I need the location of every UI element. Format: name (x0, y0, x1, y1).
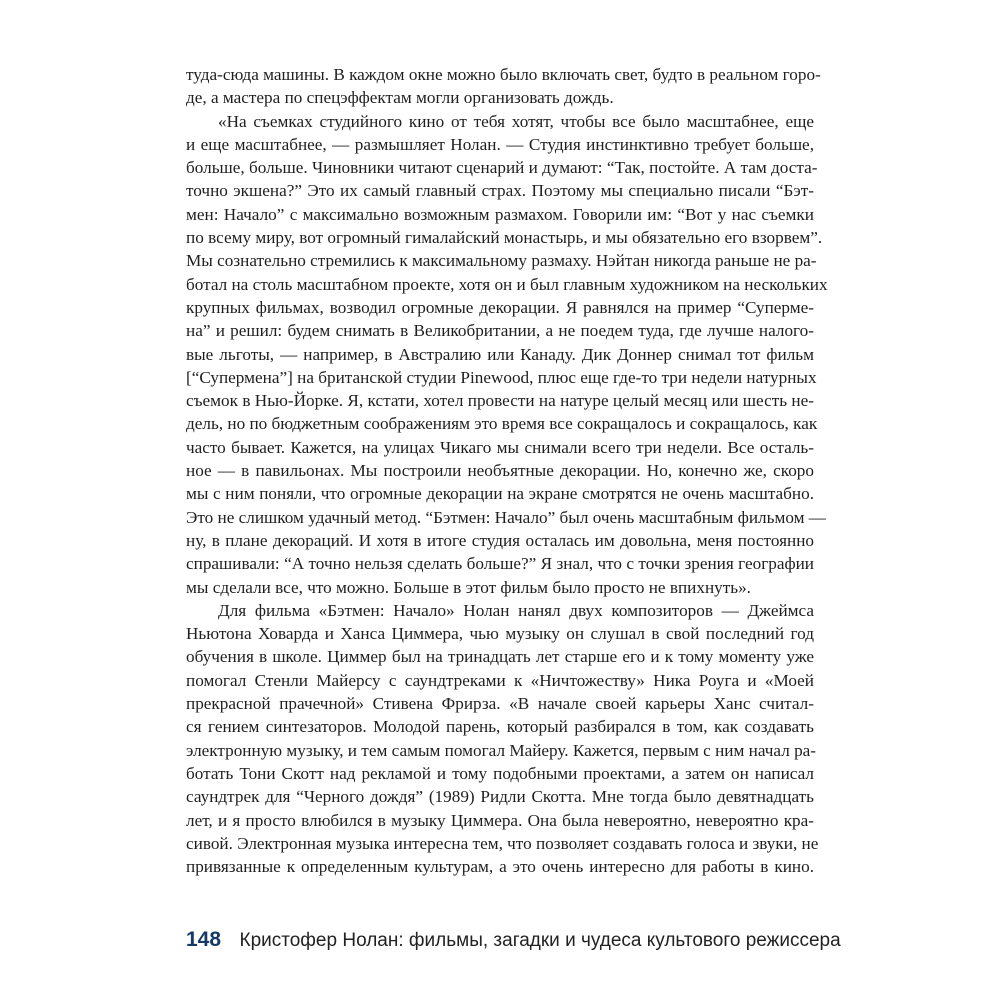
text-line: туда-сюда машины. В каждом окне можно было включать свет, будто в реальном горо- (186, 65, 821, 84)
text-line: часто бывает. Кажется, на улицах Чикаго мы снимали всего три недели. Все осталь- (186, 437, 814, 457)
text-line: Это не слишком удачный метод. “Бэтмен: Начало” был очень масштабным фильмом — (186, 507, 826, 527)
text-line: вые льготы, — например, в Австралию или Канаду. Дик Доннер снимал тот фильм (186, 344, 814, 364)
text-line: обучения в школе. Циммер был на тринадцать лет старше его и к тому моменту уже (186, 647, 814, 667)
text-line: ну, в плане декораций. И хотя в итоге студия осталась им довольна, меня постоянно (186, 530, 814, 550)
text-line: «На съемках студийного кино от тебя хотят, чтобы все было масштабнее, еще (218, 111, 814, 131)
text-line: лет, и я просто влюбился в музыку Циммера. Она была невероятно, невероятно кра- (186, 810, 814, 830)
text-line: съемок в Нью-Йорке. Я, кстати, хотел провести на натуре целый месяц или шесть не- (186, 391, 814, 411)
paragraph (186, 110, 828, 599)
text-line: мы сделали все, что можно. Больше в этот фильм было просто не впихнуть». (186, 577, 751, 597)
running-title: Кристофер Нолан: фильмы, загадки и чудеса культового режиссера (239, 930, 841, 951)
text-line: мы с ним поняли, что огромные декорации на экране смотрятся не очень масштабно. (186, 484, 814, 504)
text-line: прекрасной прачечной» Стивена Фрирза. «В начале своей карьеры Ханс считал- (186, 694, 814, 714)
text-line: Ньютона Ховарда и Ханса Циммера, чью музыку он слушал в свой последний год (186, 624, 814, 644)
text-line: дель, но по бюджетным соображениям это время все сокращалось и сокращалось, как (186, 414, 818, 434)
text-line: [“Супермена”] на британской студии Pinewood, плюс еще где-то три недели натурных (186, 367, 817, 387)
text-line: на” и решил: будем снимать в Великобритании, а не поедем туда, где лучше налого- (186, 321, 814, 341)
text-line: ботал на столь масштабном проекте, хотя он и был главным художником на нескольких (186, 274, 828, 294)
paragraph (186, 599, 819, 879)
text-line: ботать Тони Скотт над рекламой и тому подобными проектами, а затем он написал (186, 763, 814, 783)
text-line: Мы сознательно стремились к максимальному размаху. Нэйтан никогда раньше не ра- (186, 251, 817, 271)
text-line: точно экшена?” Это их самый главный страх. Поэтому мы специально писали “Бэт- (186, 181, 814, 201)
text-line: ся гением синтезаторов. Молодой парень, который разбирался в том, как создавать (186, 717, 814, 737)
body-text (186, 63, 828, 878)
page-footer (186, 928, 841, 958)
page-number: 148 (186, 928, 222, 951)
text-line: больше, больше. Чиновники читают сценарий и думают: “Так, постойте. А там доста- (186, 158, 818, 178)
text-line: саундтрек для “Черного дождя” (1989) Ридли Скотта. Мне тогда было девятнадцать (186, 787, 814, 807)
text-line: крупных фильмах, возводил огромные декорации. Я равнялся на пример “Суперме- (186, 297, 814, 317)
text-line: сивой. Электронная музыка интересна тем, что позволяет создавать голоса и звуки, не (186, 833, 819, 853)
text-line: ное — в павильонах. Мы построили необъятные декорации. Но, конечно же, скоро (186, 461, 814, 481)
text-line: Для фильма «Бэтмен: Начало» Нолан нанял двух композиторов — Джеймса (218, 600, 814, 620)
text-line: помогал Стенли Майерсу с саундтреками к «Ничтожеству» Ника Роуга и «Моей (186, 670, 814, 690)
text-line: спрашивали: “А точно нельзя сделать больше?” Я знал, что с точки зрения географии (186, 554, 814, 574)
text-line: привязанные к определенным культурам, а это очень интересно для работы в кино. (186, 857, 814, 877)
paragraph (186, 63, 821, 110)
text-line: и еще масштабнее, — размышляет Нолан. — Студия инстинктивно требует больше, (186, 134, 814, 154)
text-line: электронную музыку, и тем самым помогал Майеру. Кажется, первым с ним начал ра- (186, 740, 817, 760)
text-line: мен: Начало” с максимально возможным размахом. Говорили им: “Вот у нас съемки (186, 204, 814, 224)
text-line: де, а мастера по спецэффектам могли организовать дождь. (186, 88, 614, 108)
text-line: по всему миру, вот огромный гималайский монастырь, и мы обязательно его взорвем”. (186, 228, 823, 248)
